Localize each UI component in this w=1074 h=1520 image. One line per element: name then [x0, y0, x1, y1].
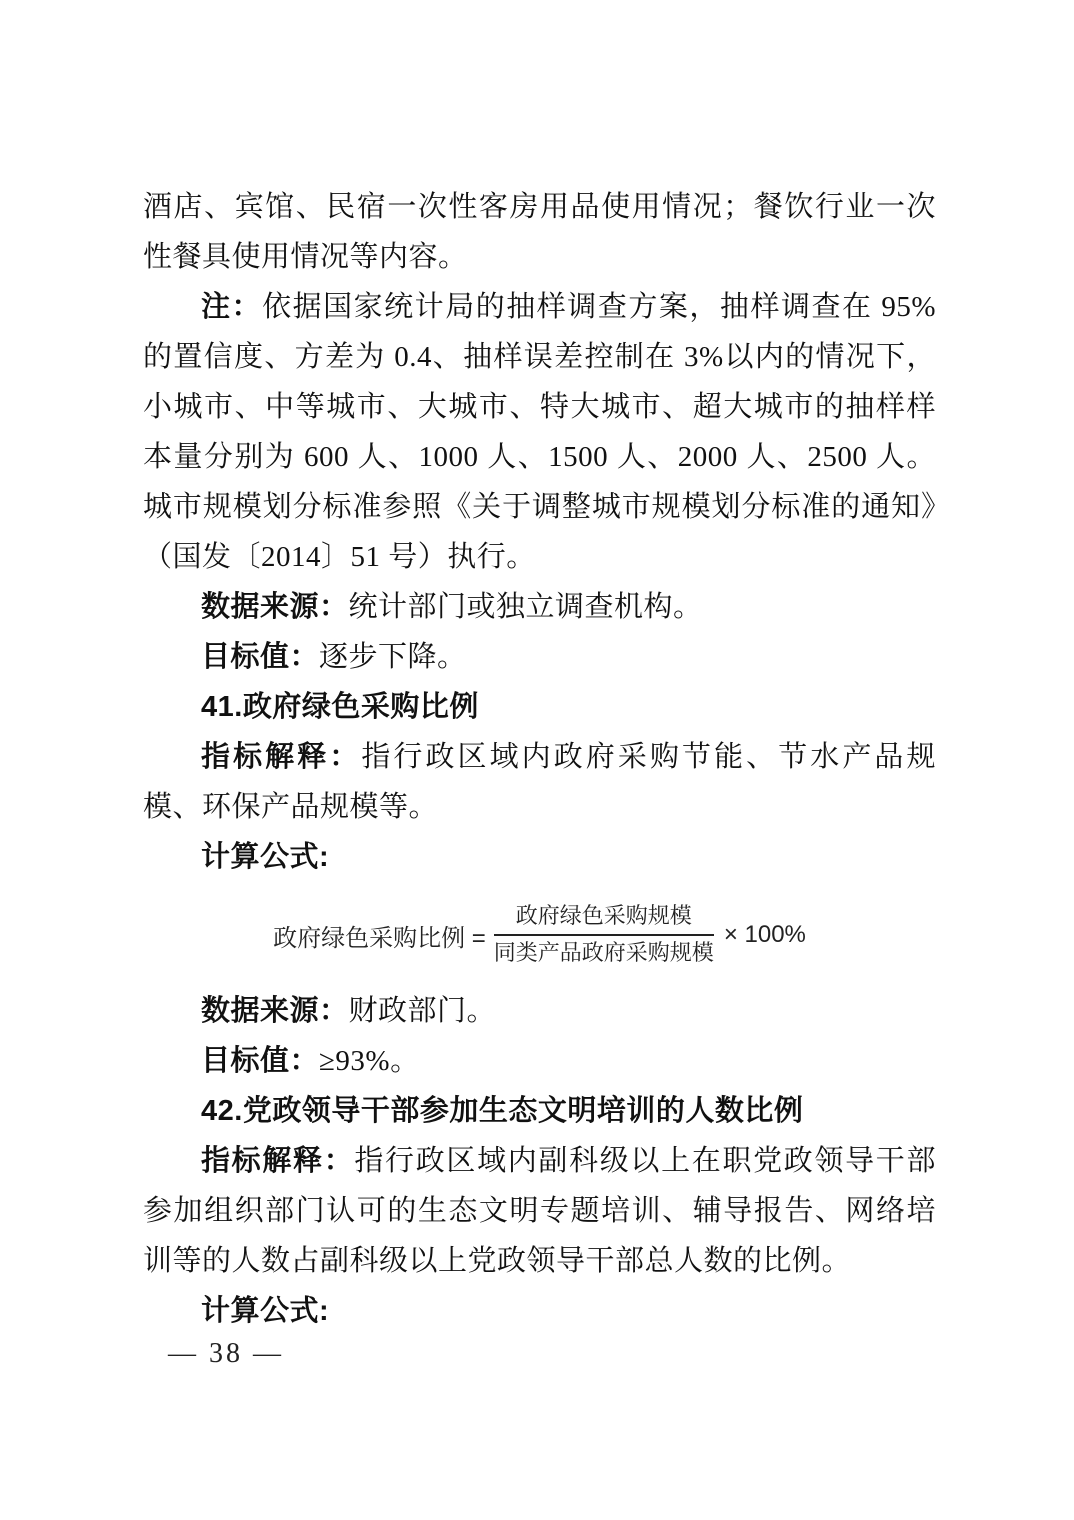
indicator-definition-41-paragraph: [143, 732, 936, 832]
target-value-1-paragraph: [143, 632, 936, 682]
formula-42-caption-label: 计算公式:: [201, 1295, 330, 1327]
formula-41-lhs: 政府绿色采购比例 =: [273, 924, 486, 952]
data-source-1-label: 数据来源：: [201, 591, 349, 623]
note-label: 注：: [201, 291, 263, 323]
formula-42-caption: [143, 1286, 936, 1336]
page-content: [143, 182, 936, 1336]
paragraph-continuation-text: 酒店、宾馆、民宿一次性客房用品使用情况；餐饮行业一次性餐具使用情况等内容。: [143, 191, 936, 273]
target-value-1-label: 目标值：: [201, 641, 320, 673]
data-source-2-paragraph: [143, 986, 936, 1036]
data-source-2-label: 数据来源：: [201, 995, 349, 1027]
indicator-definition-42-text: 指行政区域内副科级以上在职党政领导干部参加组织部门认可的生态文明专题培训、辅导报告、网络培训等的人数占副科级以上党政领导干部总人数的比例。: [143, 1145, 936, 1277]
data-source-1-paragraph: [143, 582, 936, 632]
target-value-2-label: 目标值：: [201, 1045, 320, 1077]
note-paragraph: [143, 282, 936, 582]
target-value-1-text: 逐步下降。: [319, 641, 467, 673]
page-number: — 38 —: [168, 1338, 284, 1369]
formula-41-equation: [143, 896, 936, 974]
paragraph-continuation: [143, 182, 936, 282]
formula-41-fraction: [494, 902, 714, 967]
section-heading-41: 41.政府绿色采购比例: [201, 691, 479, 723]
note-text: 依据国家统计局的抽样调查方案，抽样调查在 95%的置信度、方差为 0.4、抽样误差控制在 3%以内的情况下，小城市、中等城市、大城市、特大城市、超大城市的抽样样本量分别为 600 人、1000 人、1500 人、2000 人、2500 人。城市规模划分标准参照《关于调整城市规模划分标准的通知》（国发〔2014〕51 号）执行。: [143, 291, 936, 573]
data-source-2-text: 财政部门。: [348, 995, 497, 1027]
indicator-definition-42-paragraph: [143, 1136, 936, 1286]
formula-41-multiplier: × 100%: [723, 921, 806, 948]
data-source-1-text: 统计部门或独立调查机构。: [348, 591, 703, 623]
formula-41-caption: [143, 832, 936, 882]
formula-41-denominator: 同类产品政府采购规模: [493, 940, 714, 965]
target-value-2-paragraph: [143, 1036, 936, 1086]
target-value-2-text: ≥93%。: [319, 1045, 420, 1077]
indicator-definition-41-label: 指标解释：: [201, 741, 362, 773]
section-heading-42: 42.党政领导干部参加生态文明培训的人数比例: [201, 1095, 804, 1127]
indicator-definition-41-text: 指行政区域内政府采购节能、节水产品规模、环保产品规模等。: [143, 741, 936, 823]
formula-41-caption-label: 计算公式:: [201, 841, 330, 873]
indicator-definition-42-label: 指标解释：: [201, 1145, 355, 1177]
formula-41-numerator: 政府绿色采购规模: [494, 902, 714, 936]
